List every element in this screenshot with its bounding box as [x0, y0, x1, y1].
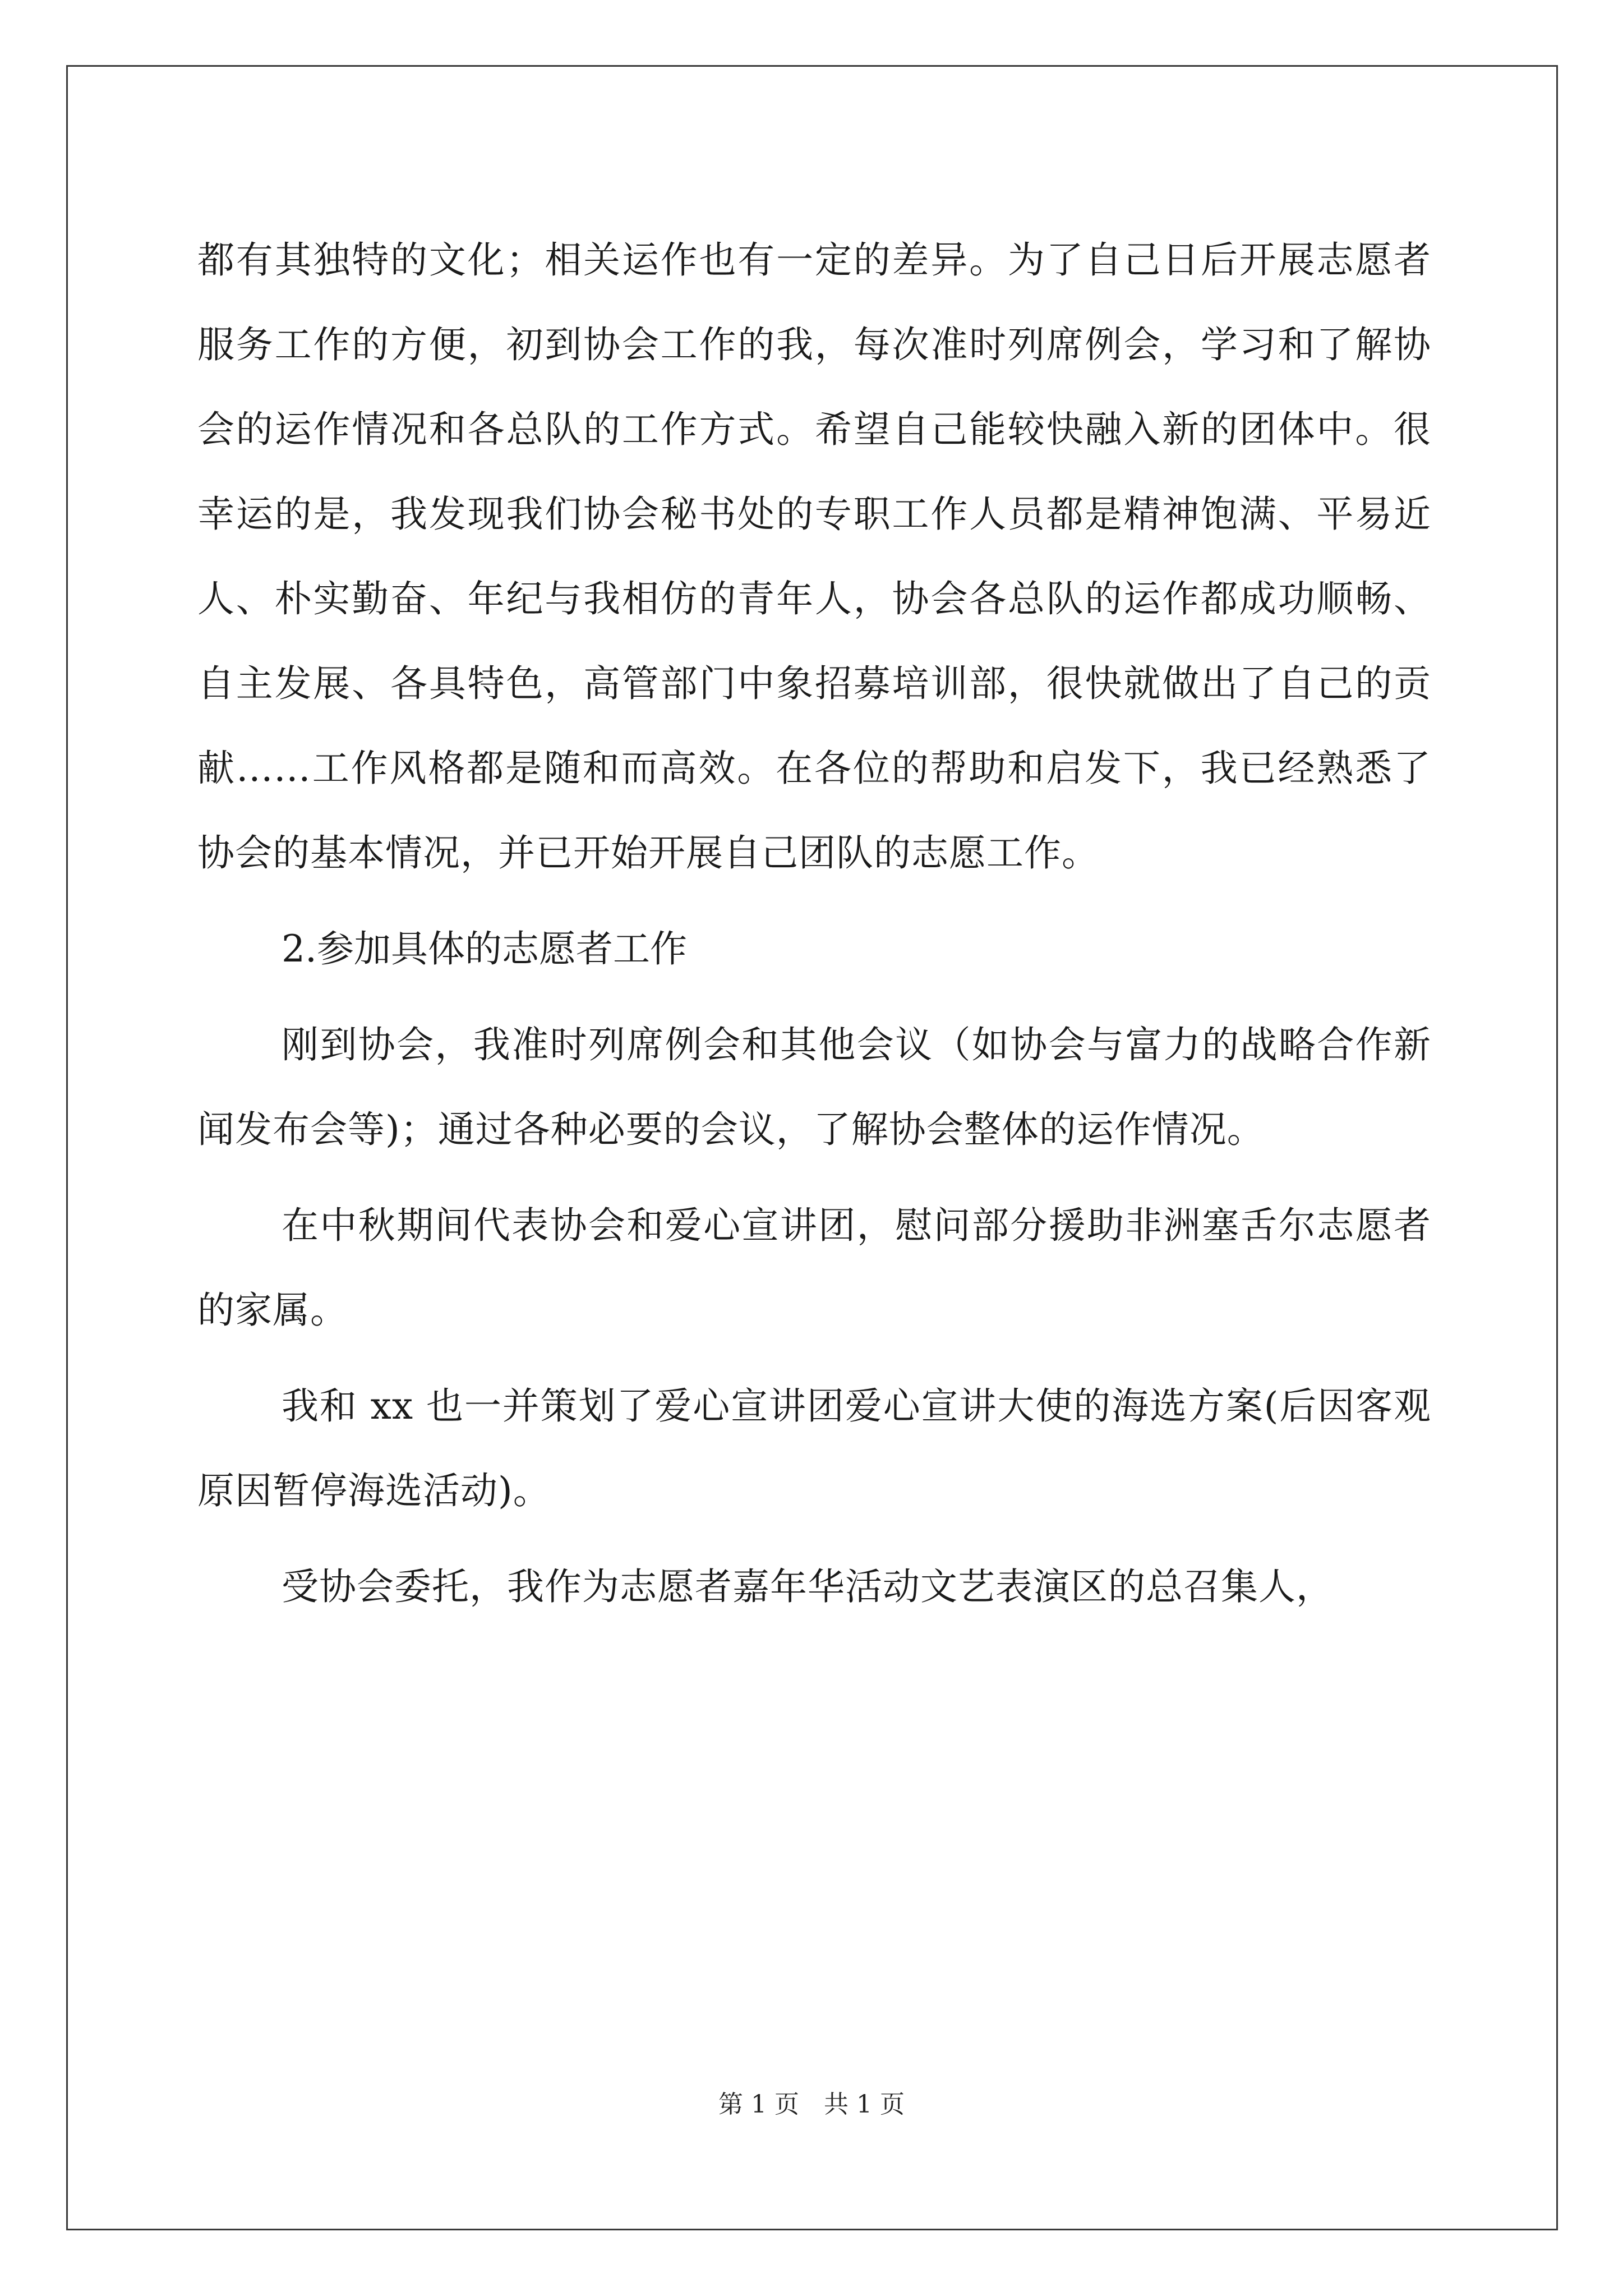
page-footer [0, 2084, 1623, 2120]
paragraph-1: 都有其独特的文化；相关运作也有一定的差异。为了自己日后开展志愿者服务工作的方便，初到协会工作的我，每次准时列席例会，学习和了解协会的运作情况和各总队的工作方式。希望自己能较快融入新的团体中。很幸运的是，我发现我们协会秘书处的专职工作人员都是精神饱满、平易近人、朴实勤奋、年纪与我相仿的青年人，协会各总队的运作都成功顺畅、自主发展、各具特色，高管部门中象招募培训部，很快就做出了自己的贡献……工作风格都是随和而高效。在各位的帮助和启发下，我已经熟悉了协会的基本情况，并已开始开展自己团队的志愿工作。 [197, 238, 1431, 875]
paragraph-2: 刚到协会，我准时列席例会和其他会议（如协会与富力的战略合作新闻发布会等)；通过各种必要的会议，了解协会整体的运作情况。 [197, 1023, 1431, 1151]
paragraph-5: 受协会委托，我作为志愿者嘉年华活动文艺表演区的总召集人， [282, 1565, 1334, 1608]
paragraph-3: 在中秋期间代表协会和爱心宣讲团，慰问部分援助非洲塞舌尔志愿者的家属。 [197, 1204, 1431, 1332]
document-body [197, 218, 1431, 1640]
page-total: 共 1 页 [824, 2090, 905, 2119]
paragraph-4: 我和 xx 也一并策划了爱心宣讲团爱心宣讲大使的海选方案(后因客观原因暂停海选活动)。 [197, 1384, 1431, 1512]
section-heading-2: 2.参加具体的志愿者工作 [282, 927, 687, 970]
page-number: 第 1 页 [718, 2090, 799, 2119]
